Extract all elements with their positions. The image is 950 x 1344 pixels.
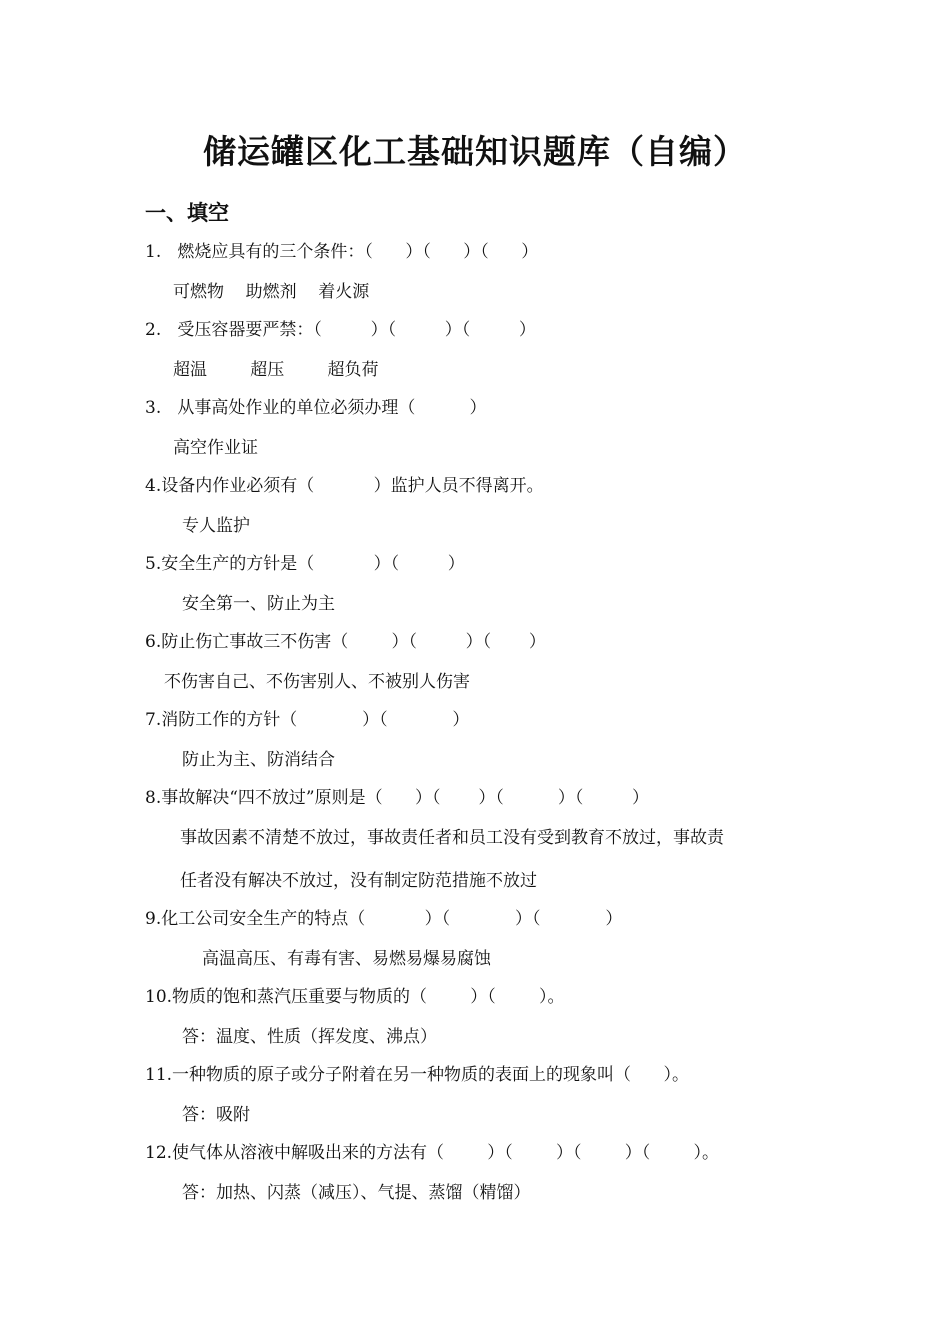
question-7: 7.消防工作的方针（ ）（ ） [145,710,470,730]
document-title: 储运罐区化工基础知识题库（自编） [203,132,747,171]
answer-2: 超温 超压 超负荷 [173,360,379,380]
answer-4: 专人监护 [182,516,250,536]
question-4: 4.设备内作业必须有（ ）监护人员不得离开。 [145,476,544,496]
question-11: 11.一种物质的原子或分子附着在另一种物质的表面上的现象叫（ ）。 [145,1065,689,1085]
answer-11: 答：吸附 [182,1105,250,1125]
answer-6: 不伤害自己、不伤害别人、不被别人伤害 [164,672,470,692]
question-5: 5.安全生产的方针是（ ）（ ） [145,554,465,574]
question-8: 8.事故解决“四不放过”原则是（ ）（ ）（ ）（ ） [145,788,650,808]
question-1: 1. 燃烧应具有的三个条件：（ ）（ ）（ ） [145,242,539,262]
answer-8-line-2: 任者没有解决不放过，没有制定防范措施不放过 [180,871,537,891]
section-heading: 一、填空 [145,201,229,225]
question-2: 2. 受压容器要严禁：（ ）（ ）（ ） [145,320,536,340]
answer-10: 答：温度、性质（挥发度、沸点） [182,1027,437,1047]
question-6: 6.防止伤亡事故三不伤害（ ）（ ）（ ） [145,632,546,652]
answer-7: 防止为主、防消结合 [182,750,335,770]
question-12: 12.使气体从溶液中解吸出来的方法有（ ）（ ）（ ）（ ）。 [145,1143,719,1163]
answer-3: 高空作业证 [173,438,258,458]
question-3: 3. 从事高处作业的单位必须办理（ ） [145,398,487,418]
question-10: 10.物质的饱和蒸汽压重要与物质的（ ）（ ）。 [145,987,565,1007]
answer-8-line-1: 事故因素不清楚不放过，事故责任者和员工没有受到教育不放过，事故责 [180,828,724,848]
answer-5: 安全第一、防止为主 [182,594,335,614]
answer-1: 可燃物 助燃剂 着火源 [173,282,370,302]
question-9: 9.化工公司安全生产的特点（ ）（ ）（ ） [145,909,623,929]
answer-9: 高温高压、有毒有害、易燃易爆易腐蚀 [202,949,491,969]
answer-12: 答：加热、闪蒸（减压）、气提、蒸馏（精馏） [182,1183,531,1203]
